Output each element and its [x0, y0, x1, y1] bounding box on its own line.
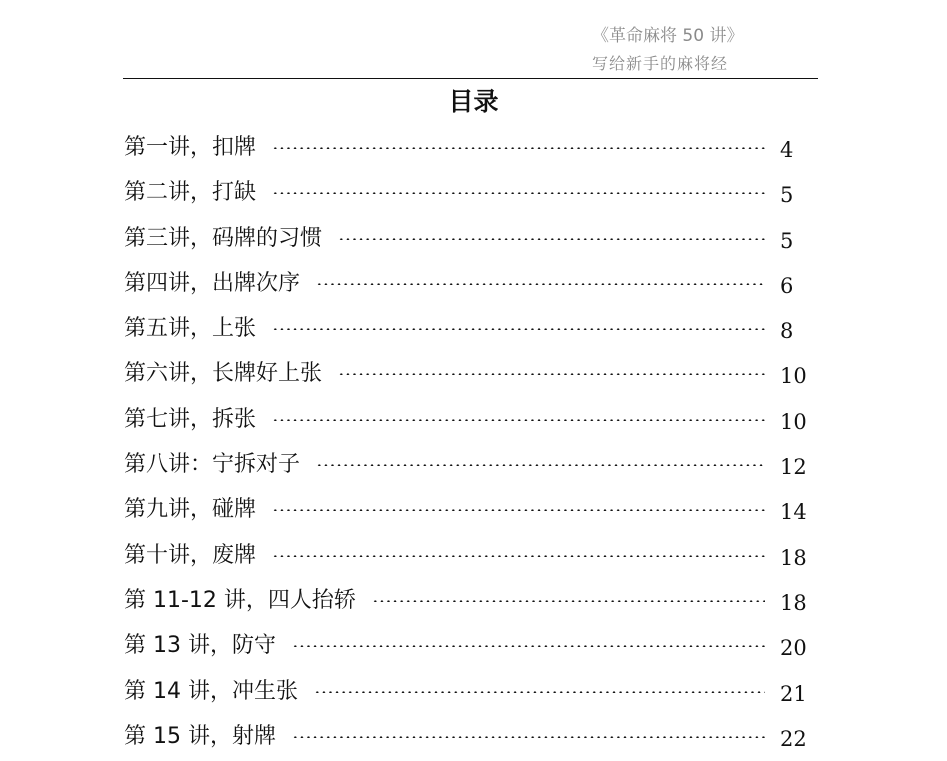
dot-leader	[338, 238, 765, 240]
toc-title: 目录	[448, 87, 499, 116]
toc-entry-label: 第一讲，扣牌	[124, 135, 257, 160]
toc-entry-page: 10	[780, 409, 807, 434]
toc-entry[interactable]	[124, 172, 824, 217]
toc-entry-page: 18	[780, 545, 807, 570]
dot-leader	[272, 328, 765, 330]
toc-entry-page: 10	[780, 364, 807, 389]
dot-leader	[372, 600, 765, 602]
toc-entry-page: 4	[780, 138, 794, 162]
book-title: 《革命麻将 50 讲》	[592, 26, 744, 46]
toc-entry[interactable]	[124, 127, 824, 172]
toc-entry-label: 第三讲，码牌的习惯	[124, 225, 323, 251]
toc-entry-page: 20	[780, 636, 807, 661]
toc-entry-label: 第九讲，碰牌	[124, 497, 257, 523]
toc-entry[interactable]	[124, 489, 824, 534]
toc-entry[interactable]	[124, 716, 824, 761]
toc-entry-page: 18	[780, 590, 807, 615]
dot-leader	[272, 147, 765, 149]
toc-entry[interactable]	[124, 399, 824, 444]
dot-leader	[338, 373, 765, 375]
dot-leader	[272, 192, 765, 194]
toc-entry-page: 6	[780, 273, 794, 298]
toc-entry[interactable]	[124, 444, 824, 489]
toc-entry[interactable]	[124, 625, 824, 670]
toc-entry-page: 21	[780, 681, 807, 706]
toc-entry-label: 第 11-12 讲，四人抬轿	[124, 587, 356, 613]
toc-entry[interactable]	[124, 308, 824, 353]
dot-leader	[292, 736, 765, 738]
toc-entry-page: 8	[780, 319, 794, 344]
toc-entry-page: 14	[780, 500, 807, 525]
dot-leader	[316, 283, 765, 285]
dot-leader	[316, 464, 765, 466]
toc-entry-label: 第五讲，上张	[124, 316, 257, 342]
running-header	[592, 22, 743, 78]
dot-leader	[272, 419, 765, 421]
toc-entry[interactable]	[124, 353, 824, 398]
toc-entry[interactable]	[124, 580, 824, 625]
toc-entry[interactable]	[124, 263, 824, 308]
toc-entry-page: 22	[780, 726, 807, 751]
table-of-contents	[124, 127, 824, 761]
toc-entry-page: 5	[780, 183, 794, 208]
toc-entry-page: 12	[780, 455, 807, 480]
toc-entry-label: 第四讲，出牌次序	[124, 270, 301, 296]
toc-entry-label: 第 15 讲，射牌	[124, 723, 276, 749]
dot-leader	[272, 555, 765, 557]
dot-leader	[314, 691, 765, 693]
toc-entry-label: 第八讲：宁拆对子	[124, 452, 301, 478]
toc-entry[interactable]	[124, 535, 824, 580]
toc-entry[interactable]	[124, 671, 824, 716]
dot-leader	[272, 509, 765, 511]
book-subtitle: 写给新手的麻将经	[592, 54, 729, 73]
toc-entry-label: 第六讲，长牌好上张	[124, 361, 323, 387]
toc-entry-page: 5	[780, 228, 794, 253]
toc-entry-label: 第 14 讲，冲生张	[124, 678, 298, 704]
dot-leader	[292, 645, 765, 647]
toc-entry-label: 第 13 讲，防守	[124, 633, 276, 659]
header-rule	[123, 78, 818, 79]
toc-entry-label: 第七讲，拆张	[124, 406, 257, 432]
toc-entry[interactable]	[124, 218, 824, 263]
toc-entry-label: 第二讲，打缺	[124, 180, 257, 206]
toc-entry-label: 第十讲，废牌	[124, 542, 257, 568]
